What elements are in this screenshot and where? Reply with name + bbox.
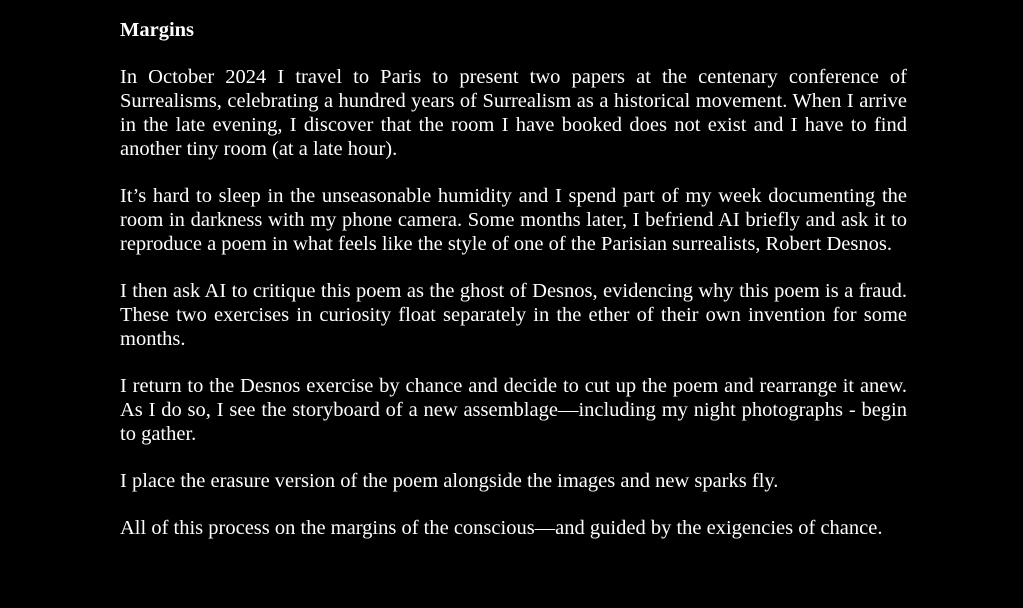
document-title: Margins [120, 19, 195, 41]
paragraph-erasure: I place the erasure version of the poem alongside the images and new sparks fly. [120, 470, 779, 492]
paragraph-room-photos: It’s hard to sleep in the unseasonable humidity and I spend part of my week documenting the room in darkness with my phone camera. Some months later, I befriend AI briefly and ask it to reproduce a poem in what feels like the style of one of the Parisian surrealists, Robert Desnos. [120, 185, 907, 255]
paragraph-cut-up: I return to the Desnos exercise by chance and decide to cut up the poem and rearrange it anew. As I do so, I see the storyboard of a new assemblage—including my night photographs - begin to gather. [120, 375, 907, 445]
paragraph-ai-critique: I then ask AI to critique this poem as the ghost of Desnos, evidencing why this poem is a fraud. These two exercises in curiosity float separately in the ether of their own invention for some months. [120, 280, 907, 350]
document-body [120, 18, 907, 540]
paragraph-paris-trip: In October 2024 I travel to Paris to present two papers at the centenary conference of Surrealisms, celebrating a hundred years of Surrealism as a historical movement. When I arrive in the late evening, I discover that the room I have booked does not exist and I have to find another tiny room (at a late hour). [120, 66, 907, 160]
paragraph-margins: All of this process on the margins of the conscious—and guided by the exigencies of chance. [120, 517, 883, 539]
